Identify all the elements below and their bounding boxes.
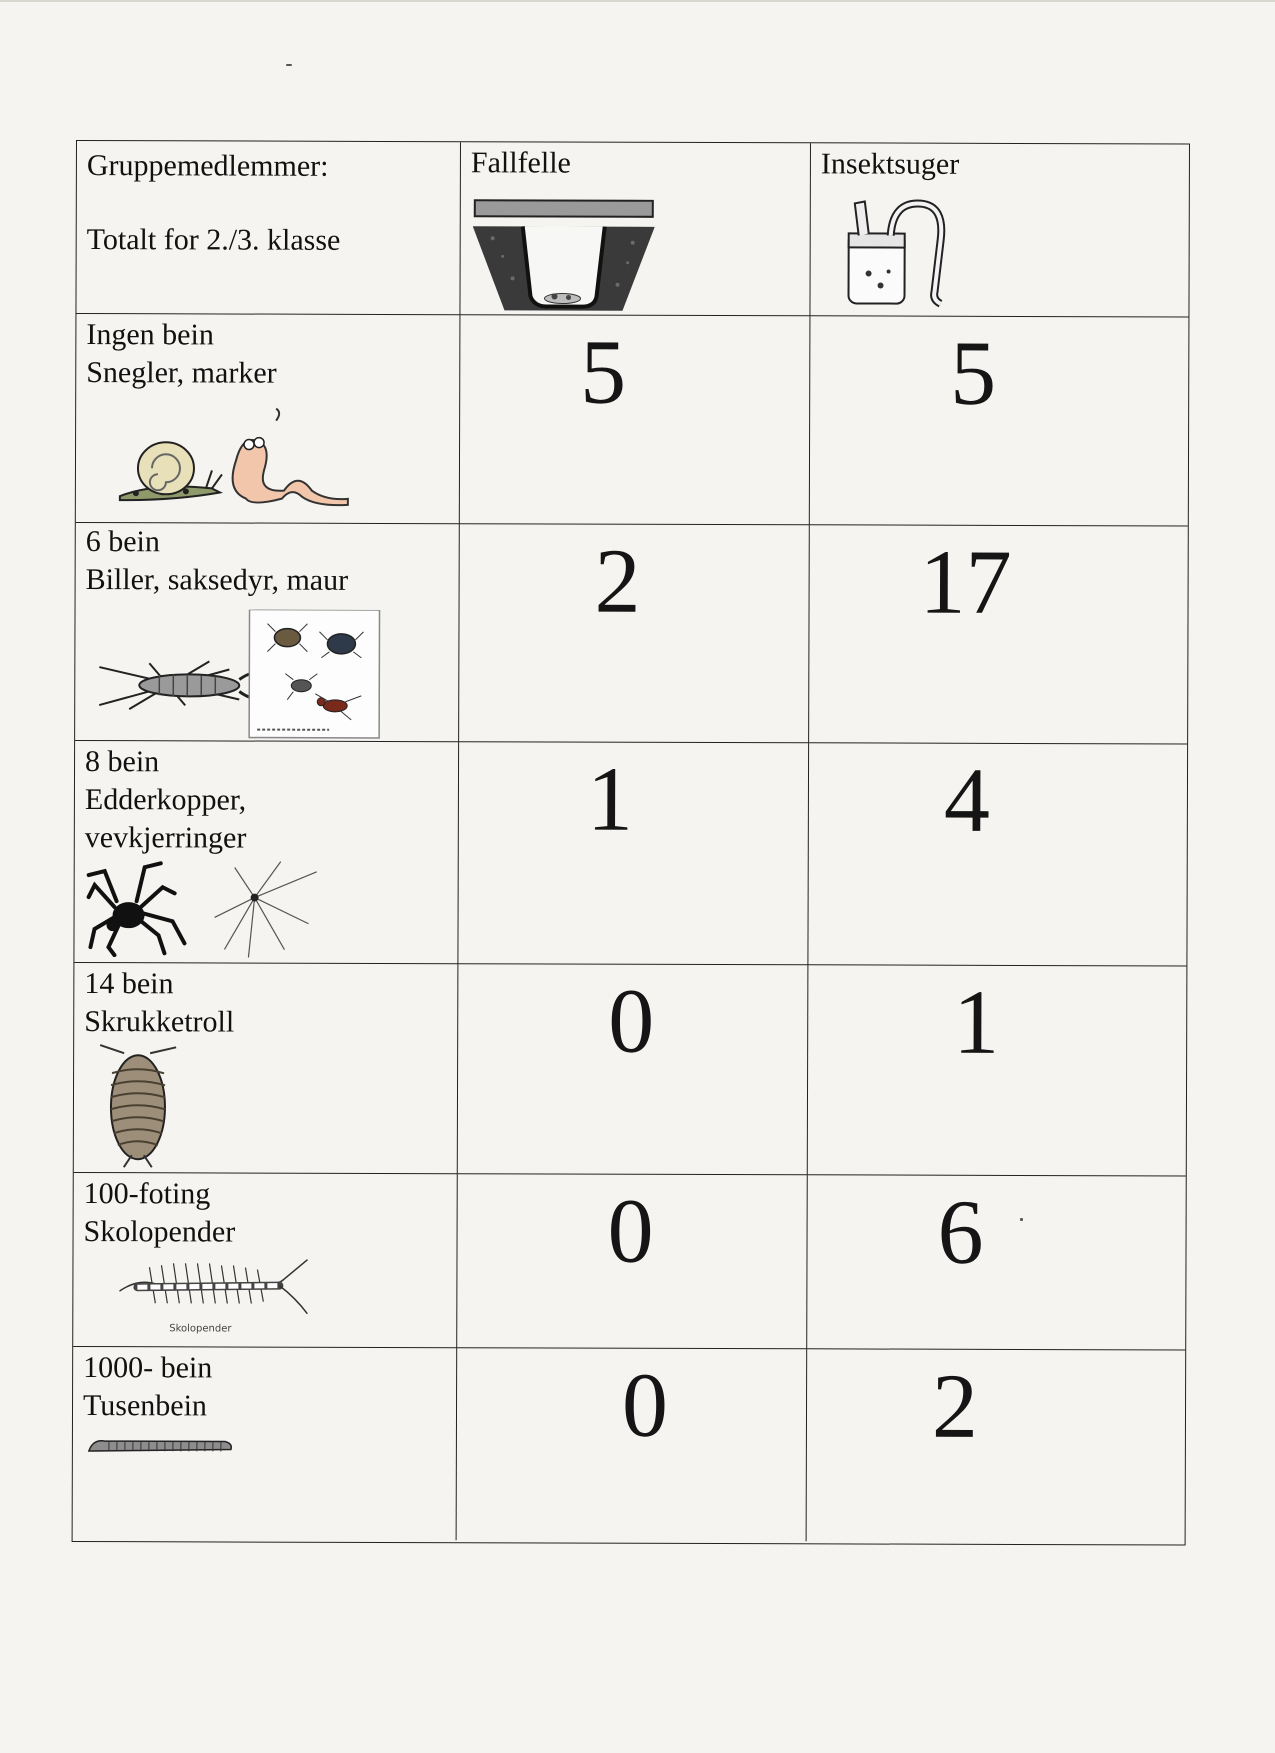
- aspirator-count-cell: [807, 1349, 1186, 1542]
- total-label: Totalt for 2./3. klasse: [86, 223, 341, 257]
- pitfall-count: 1: [586, 747, 634, 850]
- category-cell: [73, 1347, 458, 1540]
- header-label-cell: [76, 141, 461, 315]
- results-table: [72, 140, 1190, 1545]
- aspirator-count: 1: [953, 970, 1000, 1073]
- aspirator-count: 6: [937, 1180, 984, 1283]
- leg-count-label: 14 bein: [84, 967, 174, 1001]
- insect-aspirator-icon: [840, 193, 970, 311]
- animal-group-label: Biller, saksedyr, maur: [85, 563, 349, 597]
- group-members-label: Gruppemedlemmer:: [86, 149, 329, 183]
- animal-group-label-cont: vevkjerringer: [84, 821, 247, 855]
- spider-and-harvestman-icon: [84, 857, 324, 958]
- pitfall-count-cell: [458, 742, 809, 965]
- leg-count-label: 6 bein: [85, 525, 160, 559]
- animal-group-label: Tusenbein: [82, 1389, 207, 1423]
- centipede-icon: [119, 1257, 309, 1328]
- pitfall-count: 0: [607, 1179, 654, 1282]
- insect-aspirator-heading: Insektsuger: [820, 147, 960, 181]
- animal-group-label: Edderkopper,: [84, 783, 247, 817]
- pitfall-trap-icon: [472, 198, 654, 313]
- category-cell: [74, 963, 459, 1174]
- header-trap-cell: [460, 142, 811, 316]
- aspirator-count: 17: [919, 530, 1012, 633]
- aspirator-count: 5: [950, 321, 997, 424]
- pitfall-count: 0: [621, 1353, 669, 1456]
- pitfall-trap-heading: Fallfelle: [470, 146, 571, 180]
- woodlouse-icon: [94, 1043, 184, 1169]
- category-cell: [73, 1173, 458, 1348]
- snail-and-worm-icon: [116, 400, 356, 511]
- scan-edge: [0, 0, 1275, 2]
- category-cell: [74, 741, 459, 964]
- centipede-caption: Skolopender: [169, 1323, 232, 1335]
- millipede-icon: [85, 1433, 235, 1457]
- aspirator-count-cell: [808, 743, 1187, 966]
- aspirator-count: 4: [943, 748, 991, 851]
- earwig-and-insects-icon: [89, 609, 439, 740]
- pitfall-count-cell: [460, 315, 811, 525]
- animal-group-label: Snegler, marker: [86, 356, 277, 390]
- header-vacuum-cell: [810, 143, 1189, 317]
- leg-count-label: 8 bein: [84, 745, 160, 779]
- category-cell: [76, 314, 461, 524]
- animal-group-label: Skolopender: [83, 1215, 236, 1249]
- pitfall-count: 5: [580, 320, 627, 423]
- category-cell: [75, 523, 460, 742]
- pitfall-count-cell: [459, 524, 810, 743]
- pitfall-count-cell: [457, 1348, 808, 1541]
- aspirator-count-cell: [810, 316, 1189, 526]
- aspirator-count: 2: [931, 1354, 979, 1457]
- leg-count-label: 100-foting: [83, 1177, 211, 1211]
- pitfall-count: 2: [594, 529, 641, 632]
- animal-group-label: Skrukketroll: [84, 1005, 235, 1039]
- aspirator-count-cell: [807, 1175, 1186, 1350]
- aspirator-count-cell: [808, 965, 1187, 1176]
- leg-count-label: 1000- bein: [83, 1351, 213, 1385]
- pitfall-count-cell: [458, 964, 809, 1175]
- pitfall-count: 0: [608, 969, 655, 1072]
- pitfall-count-cell: [457, 1174, 808, 1349]
- leg-count-label: Ingen bein: [86, 318, 214, 352]
- aspirator-count-cell: [809, 525, 1188, 744]
- scan-speck: [286, 64, 292, 66]
